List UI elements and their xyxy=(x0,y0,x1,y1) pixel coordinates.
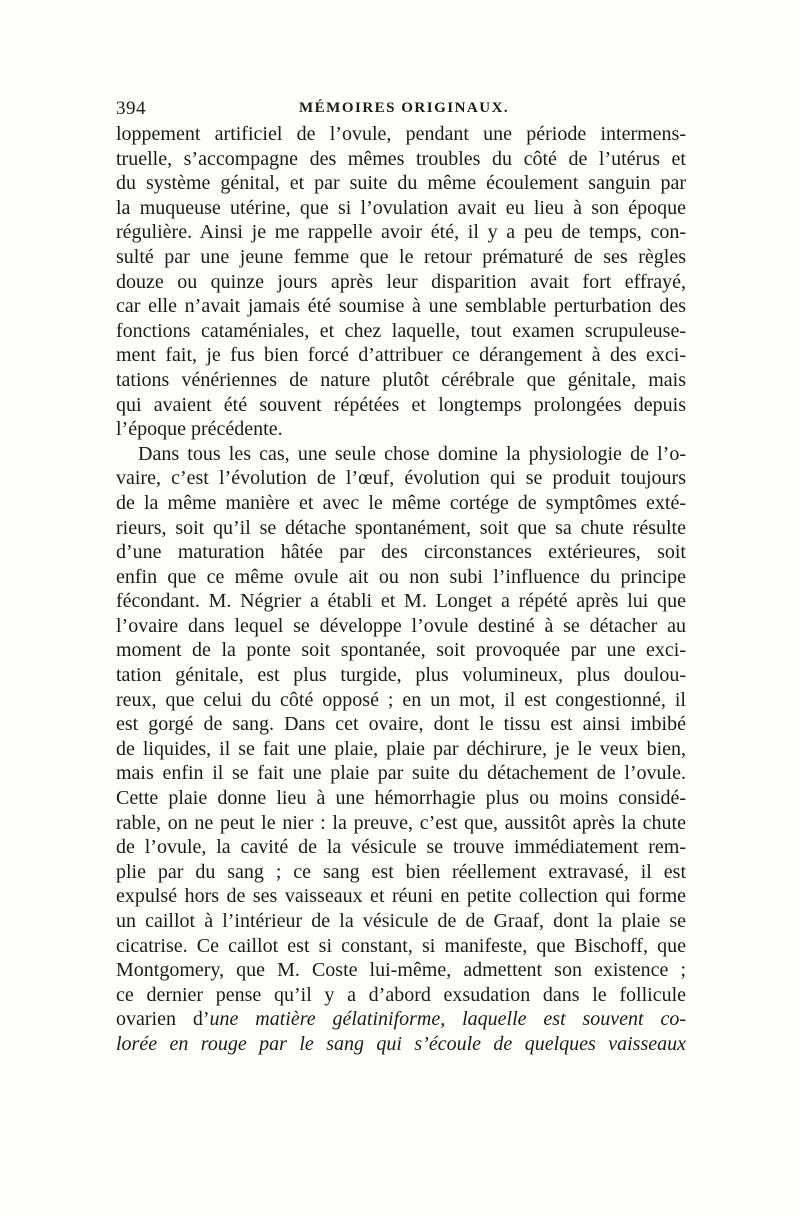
text-line xyxy=(116,638,686,663)
text-line-roman: rable, on ne peut le nier : la preuve, c’est que, aussitôt après la chute xyxy=(116,811,686,834)
text-line xyxy=(116,835,686,860)
text-line xyxy=(116,934,686,959)
text-line xyxy=(116,811,686,836)
text-line-roman: vaire, c’est l’évolution de l’œuf, évolution qui se produit toujours xyxy=(116,467,686,490)
text-line-roman: d’une maturation hâtée par des circonstances extérieures, soit xyxy=(116,541,686,564)
text-line xyxy=(116,122,686,147)
text-line-roman: loppement artificiel de l’ovule, pendant une période intermens- xyxy=(116,123,686,145)
text-line-roman: de liquides, il se fait une plaie, plaie par déchirure, je le veux bien, xyxy=(116,737,686,760)
text-line-italic: lorée en rouge par le sang qui s’écoule de quelques vaisseaux xyxy=(116,1032,686,1055)
text-line xyxy=(116,589,686,614)
text-line xyxy=(116,245,686,270)
text-line-roman: est gorgé de sang. Dans cet ovaire, dont le tissu est ainsi imbibé xyxy=(116,713,686,736)
text-line xyxy=(116,1032,686,1057)
text-line xyxy=(116,368,686,393)
text-line xyxy=(116,171,686,196)
body-text xyxy=(116,122,686,1057)
text-line xyxy=(116,884,686,909)
text-line-roman: fécondant. M. Négrier a établi et M. Longet a répété après lui que xyxy=(116,590,686,613)
page-header xyxy=(116,98,686,122)
text-line xyxy=(116,737,686,762)
text-line-italic: une matière gélatiniforme, laquelle est souvent co- xyxy=(209,1008,687,1031)
text-line xyxy=(116,516,686,541)
text-line xyxy=(116,294,686,319)
text-line-roman: régulière. Ainsi je me rappelle avoir été, il y a peu de temps, con- xyxy=(116,221,686,244)
text-line xyxy=(116,565,686,590)
text-line-roman: plie par du sang ; ce sang est bien réellement extravasé, il est xyxy=(116,860,686,883)
text-line-roman: tations vénériennes de nature plutôt cérébrale que génitale, mais xyxy=(116,368,686,391)
text-line-roman: douze ou quinze jours après leur disparition avait fort effrayé, xyxy=(116,270,686,293)
text-line-roman: un caillot à l’intérieur de la vésicule de de Graaf, dont la plaie se xyxy=(116,910,686,932)
text-line-roman: cicatrise. Ce caillot est si constant, si manifeste, que Bischoff, que xyxy=(116,934,686,957)
text-line-roman: sulté par une jeune femme que le retour prématuré de ses règles xyxy=(116,245,686,268)
text-line-roman: car elle n’avait jamais été soumise à une semblable perturbation des xyxy=(116,295,686,318)
text-line xyxy=(116,1007,686,1032)
page-number: 394 xyxy=(116,98,146,119)
text-line xyxy=(116,491,686,516)
text-line xyxy=(116,540,686,565)
text-line-roman: fonctions cataméniales, et chez laquelle, tout examen scrupuleuse- xyxy=(116,319,686,342)
text-line xyxy=(116,417,686,442)
text-line-roman: de l’ovule, la cavité de la vésicule se trouve immédiatement rem- xyxy=(116,836,686,859)
text-line-roman: de la même manière et avec le même cortége de symptômes exté- xyxy=(116,491,686,514)
running-title: MÉMOIRES ORIGINAUX. xyxy=(299,100,510,116)
text-line-roman: enfin que ce même ovule ait ou non subi l’influence du principe xyxy=(116,565,686,588)
text-line-roman: truelle, s’accompagne des mêmes troubles du côté de l’utérus et xyxy=(116,147,686,170)
text-line xyxy=(116,712,686,737)
text-line xyxy=(116,319,686,344)
text-line-roman: ce dernier pense qu’il y a d’abord exsudation dans le follicule xyxy=(116,983,686,1006)
text-line xyxy=(116,220,686,245)
text-line-roman: du système génital, et par suite du même écoulement sanguin par xyxy=(116,172,686,195)
text-line-roman: tation génitale, est plus turgide, plus volumineux, plus doulou- xyxy=(116,664,686,687)
text-line-roman: reux, que celui du côté opposé ; en un mot, il est congestionné, il xyxy=(116,688,686,711)
text-line-roman: Dans tous les cas, une seule chose domine la physiologie de l’o- xyxy=(138,442,686,465)
text-line-roman: ment fait, je fus bien forcé d’attribuer ce dérangement à des exci- xyxy=(116,344,686,367)
text-line-roman: ovarien d’ xyxy=(116,1008,210,1031)
text-line xyxy=(116,270,686,295)
text-line-roman: mais enfin il se fait une plaie par suite du détachement de l’ovule. xyxy=(116,762,686,785)
text-line-roman: moment de la ponte soit spontanée, soit provoquée par une exci- xyxy=(116,639,686,662)
text-line xyxy=(116,196,686,221)
text-line xyxy=(116,393,686,418)
text-line xyxy=(116,147,686,172)
text-line xyxy=(116,761,686,786)
text-line xyxy=(116,343,686,368)
text-line xyxy=(116,442,686,467)
text-line xyxy=(116,909,686,934)
text-line-roman: l’époque précédente. xyxy=(116,418,283,441)
text-line-roman: rieurs, soit qu’il se détache spontanément, soit que sa chute résulte xyxy=(116,516,686,539)
text-line-roman: la muqueuse utérine, que si l’ovulation avait eu lieu à son époque xyxy=(116,196,686,219)
text-line-roman: Cette plaie donne lieu à une hémorrhagie plus ou moins considé- xyxy=(116,787,686,810)
text-line xyxy=(116,466,686,491)
text-line-roman: Montgomery, que M. Coste lui-même, admettent son existence ; xyxy=(116,959,686,982)
text-line xyxy=(116,614,686,639)
text-line xyxy=(116,860,686,885)
text-line-roman: l’ovaire dans lequel se développe l’ovule destiné à se détacher au xyxy=(116,614,686,637)
text-line-roman: qui avaient été souvent répétées et longtemps prolongées depuis xyxy=(116,393,686,416)
text-line xyxy=(116,786,686,811)
text-line-roman: expulsé hors de ses vaisseaux et réuni en petite collection qui forme xyxy=(116,885,686,908)
text-line xyxy=(116,688,686,713)
text-line xyxy=(116,663,686,688)
text-line xyxy=(116,983,686,1008)
text-line xyxy=(116,958,686,983)
